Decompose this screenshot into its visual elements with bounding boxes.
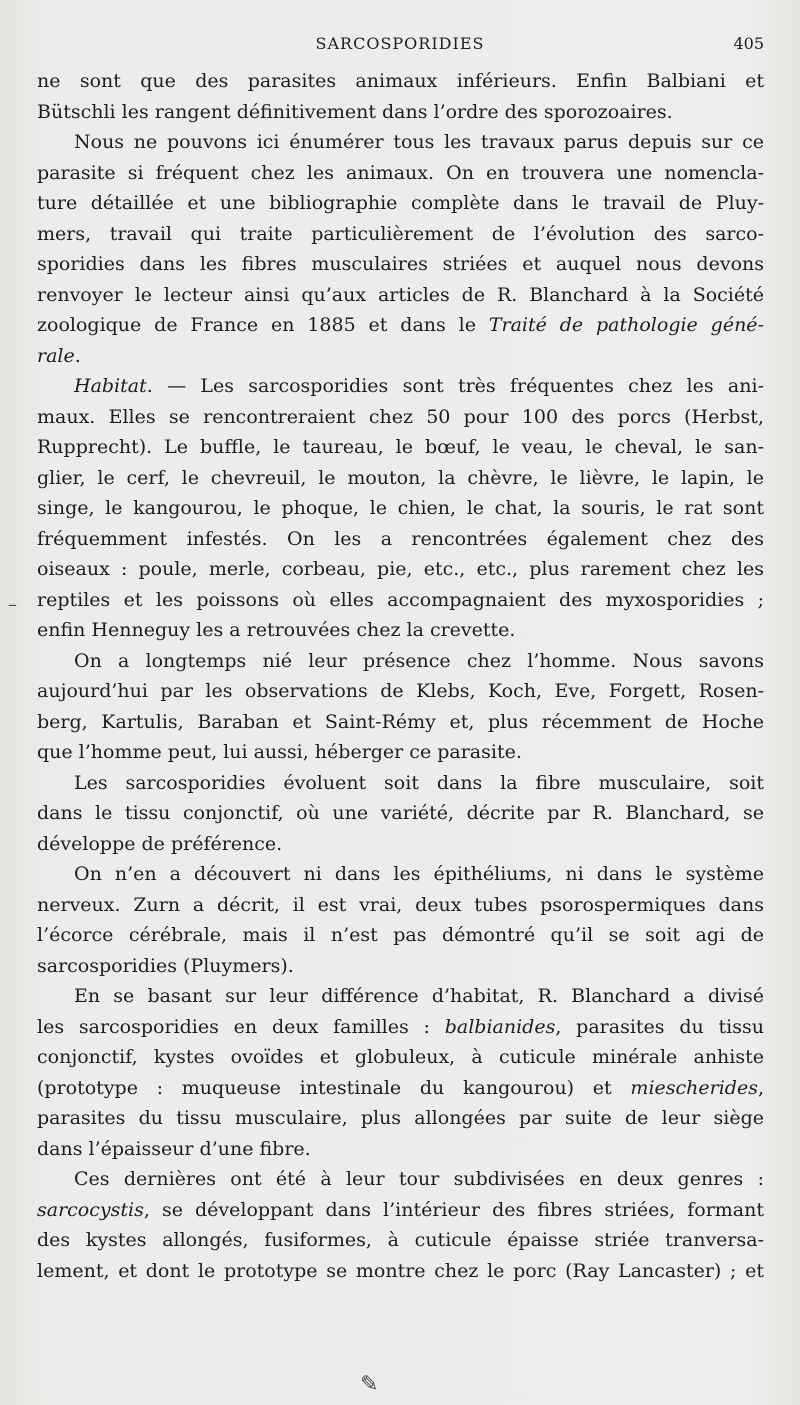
italic-segment: balbianides: [444, 1015, 556, 1038]
text-segment: parasite si fréquent chez les animaux. On en trouvera une nomencla-: [37, 161, 764, 184]
text-segment: berg, Kartulis, Baraban et Saint-Rémy et, plus récemment de Hoche: [37, 710, 764, 733]
text-line: [37, 1256, 764, 1287]
text-segment: maux. Elles se rencontreraient chez 50 pour 100 des porcs (Herbst,: [37, 405, 764, 428]
text-segment: aujourd’hui par les observations de Klebs, Koch, Eve, Forgett, Rosen-: [37, 680, 764, 702]
text-line: [37, 280, 764, 311]
text-line: [37, 371, 764, 402]
text-segment: On n’en a découvert ni dans les épithéliums, ni dans le système: [74, 863, 764, 885]
text-line: [37, 310, 764, 341]
text-segment: des kystes allongés, fusiformes, à cuticule épaisse striée tranversa-: [37, 1229, 764, 1251]
text-segment: zoologique de France en 1885 et dans le: [37, 314, 489, 336]
italic-segment: rale: [37, 344, 75, 367]
text-line: [37, 615, 764, 646]
italic-segment: miescherides: [630, 1076, 758, 1099]
text-segment: dans le tissu conjonctif, où une variété, décrite par R. Blanchard, se: [37, 802, 764, 824]
text-line: [37, 768, 764, 799]
text-segment: dans l’épaisseur d’une fibre.: [37, 1137, 311, 1160]
text-line: [37, 859, 764, 890]
text-segment: oiseaux : poule, merle, corbeau, pie, etc., etc., plus rarement chez les: [37, 558, 764, 580]
text-segment: Nous ne pouvons ici énumérer tous les travaux parus depuis sur ce: [74, 131, 764, 153]
body-text: [37, 66, 764, 1286]
text-line: [37, 981, 764, 1012]
text-line: [37, 66, 764, 97]
page-header: [36, 34, 764, 58]
text-line: [37, 676, 764, 707]
ink-smudge-mark: ✎: [360, 1372, 379, 1397]
text-segment: . — Les sarcosporidies sont très fréquentes chez les ani-: [146, 375, 764, 397]
text-segment: fréquemment infestés. On les a rencontrées également chez des: [37, 527, 764, 550]
text-segment: Bütschli les rangent définitivement dans l’ordre des sporozoaires.: [37, 100, 673, 123]
text-segment: On a longtemps nié leur présence chez l’homme. Nous savons: [74, 649, 764, 672]
text-segment: singe, le kangourou, le phoque, le chien, le chat, la souris, le rat sont: [37, 497, 764, 519]
text-line: [37, 1042, 764, 1073]
text-line: [37, 127, 764, 158]
text-segment: enfin Henneguy les a retrouvées chez la crevette.: [37, 619, 516, 641]
text-segment: nerveux. Zurn a décrit, il est vrai, deux tubes psorospermiques dans: [37, 893, 764, 916]
text-line: [37, 1134, 764, 1165]
text-segment: reptiles et les poissons où elles accompagnaient des myxosporidies ;: [37, 588, 764, 611]
text-line: [37, 1103, 764, 1134]
text-segment: , se développant dans l’intérieur des fibres striées, formant: [143, 1198, 764, 1221]
text-line: [37, 219, 764, 250]
text-segment: Ces dernières ont été à leur tour subdivisées en deux genres :: [74, 1168, 764, 1190]
margin-dash-mark: –: [8, 594, 17, 615]
text-line: [37, 493, 764, 524]
text-line: [37, 585, 764, 616]
text-segment: les sarcosporidies en deux familles :: [37, 1015, 445, 1038]
text-segment: En se basant sur leur différence d’habitat, R. Blanchard a divisé: [74, 985, 764, 1007]
text-segment: ,: [757, 1076, 764, 1099]
text-line: [37, 402, 764, 433]
italic-segment: sarcocystis: [37, 1198, 144, 1221]
text-line: [37, 1012, 764, 1043]
text-line: [37, 920, 764, 951]
text-line: [37, 1164, 764, 1195]
text-line: [37, 890, 764, 921]
text-line: [37, 829, 764, 860]
text-line: [37, 463, 764, 494]
text-segment: Rupprecht). Le buffle, le taureau, le bœuf, le veau, le cheval, le san-: [37, 436, 764, 458]
text-segment: développe de préférence.: [37, 832, 283, 855]
italic-segment: Traité de pathologie géné-: [488, 314, 764, 336]
italic-segment: Habitat: [74, 375, 147, 397]
text-line: [37, 646, 764, 677]
text-segment: parasites du tissu musculaire, plus allongées par suite de leur siège: [37, 1107, 764, 1129]
text-line: [37, 1073, 764, 1104]
text-line: [37, 188, 764, 219]
text-segment: conjonctif, kystes ovoïdes et globuleux, à cuticule minérale anhiste: [37, 1046, 764, 1068]
text-segment: mers, travail qui traite particulièrement de l’évolution des sarco-: [37, 222, 764, 245]
text-line: [37, 737, 764, 768]
text-segment: glier, le cerf, le chevreuil, le mouton, la chèvre, le lièvre, le lapin, le: [37, 466, 764, 489]
text-line: [37, 1195, 764, 1226]
text-line: [37, 524, 764, 555]
text-line: [37, 1225, 764, 1256]
text-segment: ne sont que des parasites animaux inférieurs. Enfin Balbiani et: [37, 70, 764, 92]
text-line: [37, 951, 764, 982]
text-segment: .: [74, 344, 81, 367]
page-number: 405: [733, 34, 764, 53]
text-segment: que l’homme peut, lui aussi, héberger ce parasite.: [37, 741, 522, 763]
running-title: SARCOSPORIDIES: [315, 34, 485, 53]
text-line: [37, 707, 764, 738]
text-segment: lement, et dont le prototype se montre chez le porc (Ray Lancaster) ; et: [37, 1259, 764, 1282]
text-line: [37, 432, 764, 463]
text-segment: , parasites du tissu: [555, 1015, 765, 1038]
text-segment: renvoyer le lecteur ainsi qu’aux articles de R. Blanchard à la Société: [37, 283, 764, 306]
text-segment: Les sarcosporidies évoluent soit dans la fibre musculaire, soit: [74, 771, 764, 794]
text-segment: (prototype : muqueuse intestinale du kangourou) et: [37, 1076, 631, 1099]
text-line: [37, 97, 764, 128]
text-segment: ture détaillée et une bibliographie complète dans le travail de Pluy-: [37, 192, 764, 214]
text-line: [37, 341, 764, 372]
text-line: [37, 158, 764, 189]
text-line: [37, 249, 764, 280]
text-segment: sarcosporidies (Pluymers).: [37, 954, 294, 977]
text-line: [37, 554, 764, 585]
text-segment: sporidies dans les fibres musculaires striées et auquel nous devons: [37, 253, 764, 275]
text-segment: l’écorce cérébrale, mais il n’est pas démontré qu’il se soit agi de: [37, 924, 764, 946]
text-line: [37, 798, 764, 829]
